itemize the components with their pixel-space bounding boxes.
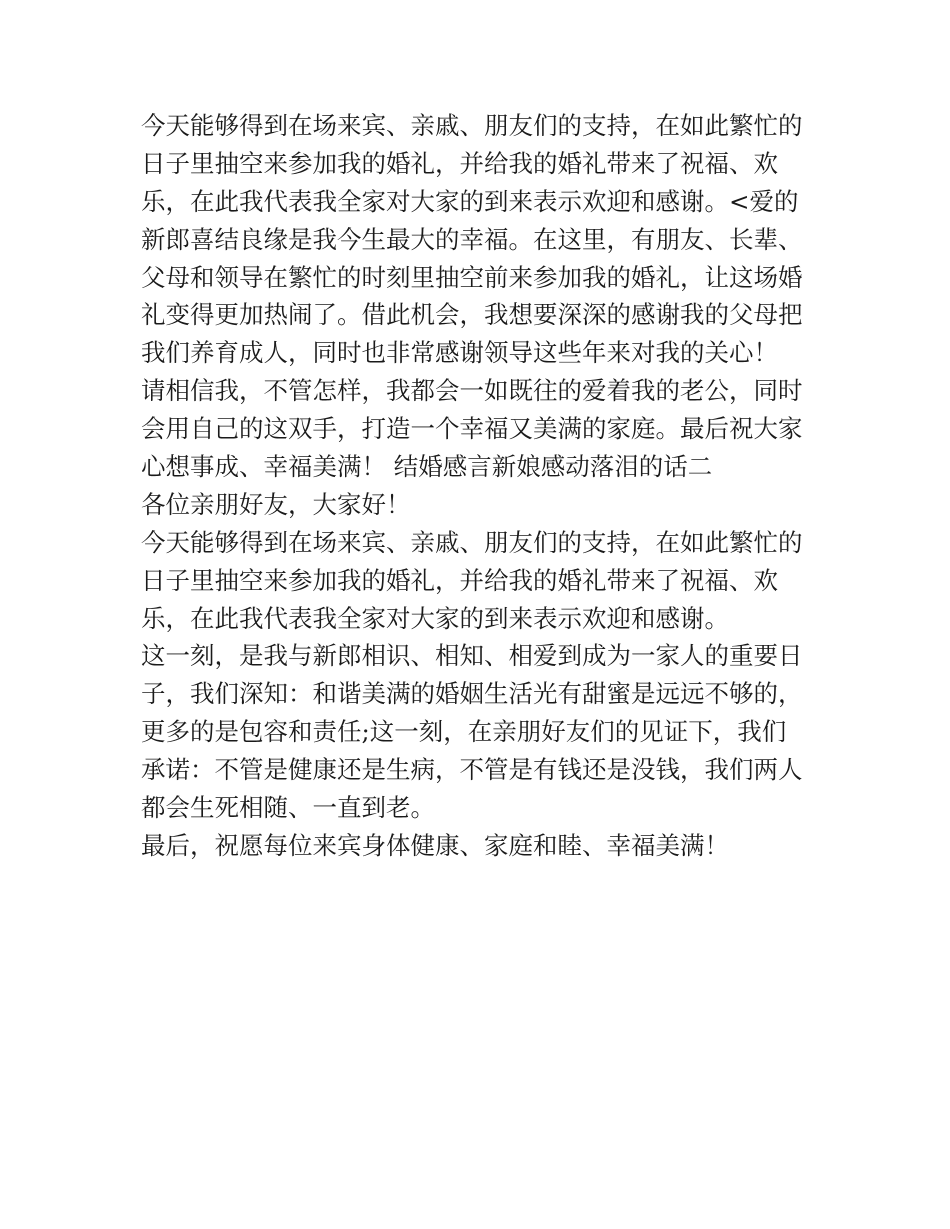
text-line: 日子里抽空来参加我的婚礼，并给我的婚礼带来了祝福、欢 xyxy=(141,148,778,178)
text-line: 乐，在此我代表我全家对大家的到来表示欢迎和感谢。<爱的 xyxy=(141,186,799,216)
text-line: 礼变得更加热闹了。借此机会，我想要深深的感谢我的父母把 xyxy=(141,300,803,330)
text-line: 承诺：不管是健康还是生病，不管是有钱还是没钱，我们两人 xyxy=(141,755,803,785)
text-line: 都会生死相随、一直到老。 xyxy=(141,793,435,823)
text-line: 今天能够得到在场来宾、亲戚、朋友们的支持，在如此繁忙的 xyxy=(141,111,803,140)
text-line: 今天能够得到在场来宾、亲戚、朋友们的支持，在如此繁忙的 xyxy=(141,527,803,557)
text-line: 请相信我，不管怎样，我都会一如既往的爱着我的老公，同时 xyxy=(141,376,803,406)
document-body xyxy=(141,107,821,865)
text-line: 我们养育成人，同时也非常感谢领导这些年来对我的关心！ xyxy=(141,338,778,368)
text-line: 父母和领导在繁忙的时刻里抽空前来参加我的婚礼，让这场婚 xyxy=(141,262,803,292)
text-line: 心想事成、幸福美满！ 结婚感言新娘感动落泪的话二 xyxy=(141,452,713,482)
text-line: 日子里抽空来参加我的婚礼，并给我的婚礼带来了祝福、欢 xyxy=(141,565,778,595)
text-line: 乐，在此我代表我全家对大家的到来表示欢迎和感谢。 xyxy=(141,603,729,633)
text-line: 各位亲朋好友，大家好！ xyxy=(141,489,411,519)
text-line: 更多的是包容和责任;这一刻，在亲朋好友们的见证下，我们 xyxy=(141,717,787,747)
text-line: 子，我们深知：和谐美满的婚姻生活光有甜蜜是远远不够的， xyxy=(141,679,803,709)
text-line: 会用自己的这双手，打造一个幸福又美满的家庭。最后祝大家 xyxy=(141,414,803,444)
text-line: 最后，祝愿每位来宾身体健康、家庭和睦、幸福美满！ xyxy=(141,830,729,860)
text-line: 新郎喜结良缘是我今生最大的幸福。在这里，有朋友、长辈、 xyxy=(141,224,803,254)
text-line: 这一刻，是我与新郎相识、相知、相爱到成为一家人的重要日 xyxy=(141,641,803,671)
